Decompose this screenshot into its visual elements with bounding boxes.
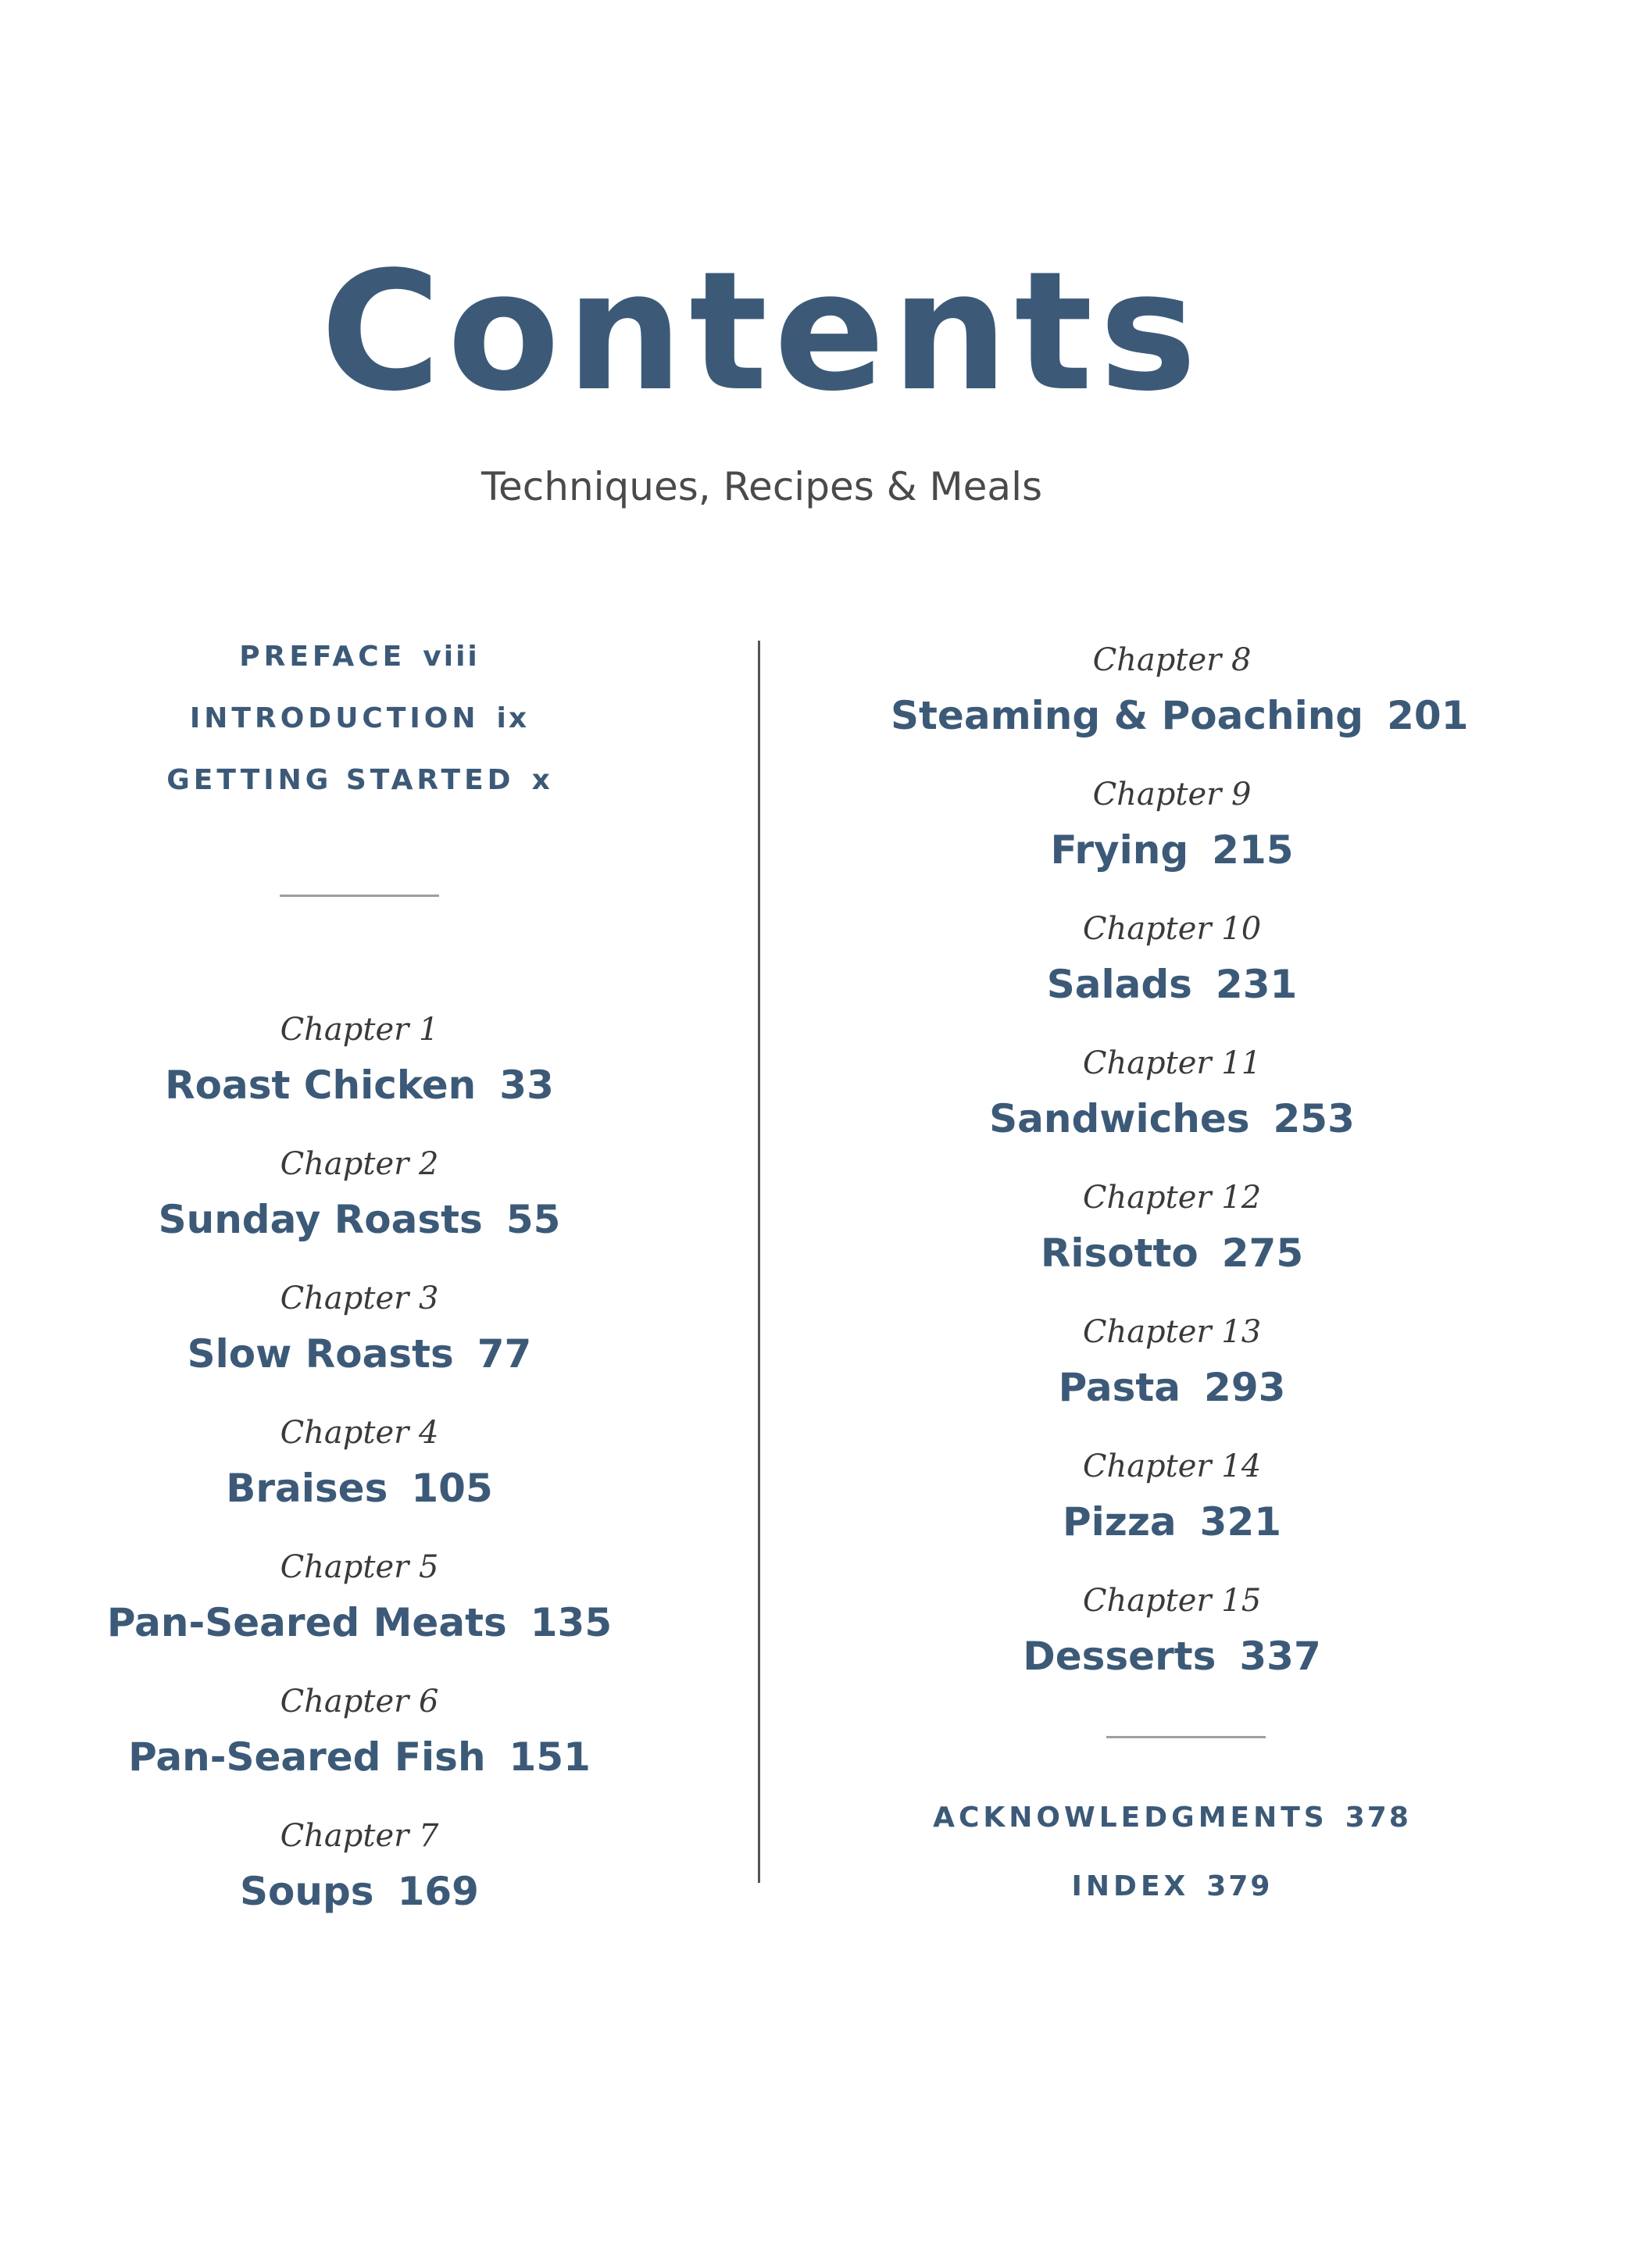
chapter-entry[interactable] [891,1045,1453,1141]
chapter-title [78,1466,641,1511]
chapter-title-text: Roast Chicken [165,1063,477,1108]
chapter-title-text: Pasta [1058,1365,1181,1410]
chapter-title [78,1734,641,1780]
chapter-label: Chapter 15 [1082,1583,1262,1619]
chapter-page: 215 [1212,827,1294,873]
chapter-label: Chapter 1 [280,1012,439,1048]
chapter-label: Chapter 6 [280,1684,439,1720]
chapter-entry[interactable] [78,1818,641,1914]
chapter-entry[interactable] [78,1012,641,1108]
chapter-title [78,1063,641,1108]
back-matter-acknowledgments[interactable] [891,1802,1453,1834]
chapter-title [891,1096,1453,1141]
back-matter-index[interactable] [891,1870,1453,1902]
chapter-entry[interactable] [891,911,1453,1007]
back-matter-page: 379 [1206,1870,1273,1902]
chapter-title-text: Braises [226,1466,388,1511]
page-subtitle: Techniques, Recipes & Meals [480,464,1043,509]
chapter-label: Chapter 2 [280,1146,439,1182]
chapter-page: 135 [530,1600,613,1645]
chapter-title [78,1197,641,1242]
chapter-title [891,1634,1453,1679]
front-matter-page: x [531,764,552,796]
chapter-label: Chapter 10 [1082,911,1262,947]
chapter-page: 201 [1387,693,1469,738]
chapter-entry[interactable] [891,1448,1453,1545]
chapter-title-text: Frying [1050,827,1189,873]
chapter-title-text: Pizza [1062,1499,1177,1545]
chapter-label: Chapter 11 [1082,1045,1262,1081]
chapter-entry[interactable] [891,642,1469,738]
chapter-title-text: Sandwiches [989,1096,1250,1141]
chapter-title-text: Salads [1046,962,1192,1007]
chapter-label: Chapter 12 [1082,1180,1262,1216]
chapter-title-text: Pan-Seared Fish [128,1734,486,1780]
chapter-label: Chapter 3 [280,1280,439,1316]
back-matter-label: INDEX [1071,1870,1190,1902]
chapter-title [891,827,1453,873]
front-matter-label: INTRODUCTION [189,702,480,734]
chapter-page: 253 [1273,1096,1355,1141]
chapter-page: 337 [1239,1634,1321,1679]
chapter-entry[interactable] [78,1146,641,1242]
chapter-entry[interactable] [78,1280,641,1377]
chapter-label: Chapter 13 [1082,1314,1262,1350]
chapter-title-text: Slow Roasts [187,1331,454,1377]
chapter-title [78,1869,641,1914]
section-divider [280,895,439,897]
chapter-page: 105 [411,1466,493,1511]
chapter-entry[interactable] [78,1415,641,1511]
front-matter-label: PREFACE [239,641,406,673]
front-matter-page: viii [423,641,480,673]
chapter-label: Chapter 7 [280,1818,439,1854]
back-matter-page: 378 [1345,1802,1411,1834]
chapter-title-text: Soups [240,1869,374,1914]
chapter-title-text: Sunday Roasts [158,1197,483,1242]
chapter-label: Chapter 9 [1092,777,1252,813]
front-matter-introduction[interactable] [78,702,641,734]
chapter-entry[interactable] [891,777,1453,873]
chapter-title [891,1230,1453,1276]
chapter-title [78,1600,641,1645]
front-matter-label: GETTING STARTED [166,764,515,796]
chapter-page: 151 [509,1734,591,1780]
chapter-page: 55 [505,1197,561,1242]
front-matter-getting-started[interactable] [78,764,641,796]
chapter-title [78,1331,641,1377]
chapter-entry[interactable] [891,1180,1453,1276]
chapter-title [891,1365,1453,1410]
back-matter-label: ACKNOWLEDGMENTS [933,1802,1328,1834]
page-title: Contents [320,236,1203,427]
chapter-title [891,1499,1453,1545]
chapter-title-text: Steaming & Poaching [891,693,1364,738]
chapter-page: 275 [1221,1230,1304,1276]
chapter-page: 169 [397,1869,479,1914]
chapter-page: 77 [477,1331,532,1377]
chapter-title-text: Risotto [1040,1230,1199,1276]
front-matter-page: ix [496,702,530,734]
front-matter-preface[interactable] [78,641,641,673]
chapter-entry[interactable] [891,1583,1453,1679]
chapter-title [891,693,1469,738]
chapter-title-text: Desserts [1023,1634,1216,1679]
chapter-label: Chapter 4 [280,1415,439,1451]
chapter-label: Chapter 5 [280,1549,439,1585]
chapter-title [891,962,1453,1007]
chapter-entry[interactable] [78,1684,641,1780]
section-divider [1106,1736,1266,1738]
chapter-label: Chapter 14 [1082,1448,1262,1484]
chapter-label: Chapter 8 [1092,642,1252,678]
chapter-page: 33 [499,1063,554,1108]
chapter-page: 231 [1215,962,1298,1007]
column-separator [758,641,760,1883]
chapter-page: 321 [1199,1499,1282,1545]
chapter-entry[interactable] [891,1314,1453,1410]
chapter-entry[interactable] [78,1549,641,1645]
chapter-page: 293 [1204,1365,1286,1410]
chapter-title-text: Pan-Seared Meats [106,1600,507,1645]
